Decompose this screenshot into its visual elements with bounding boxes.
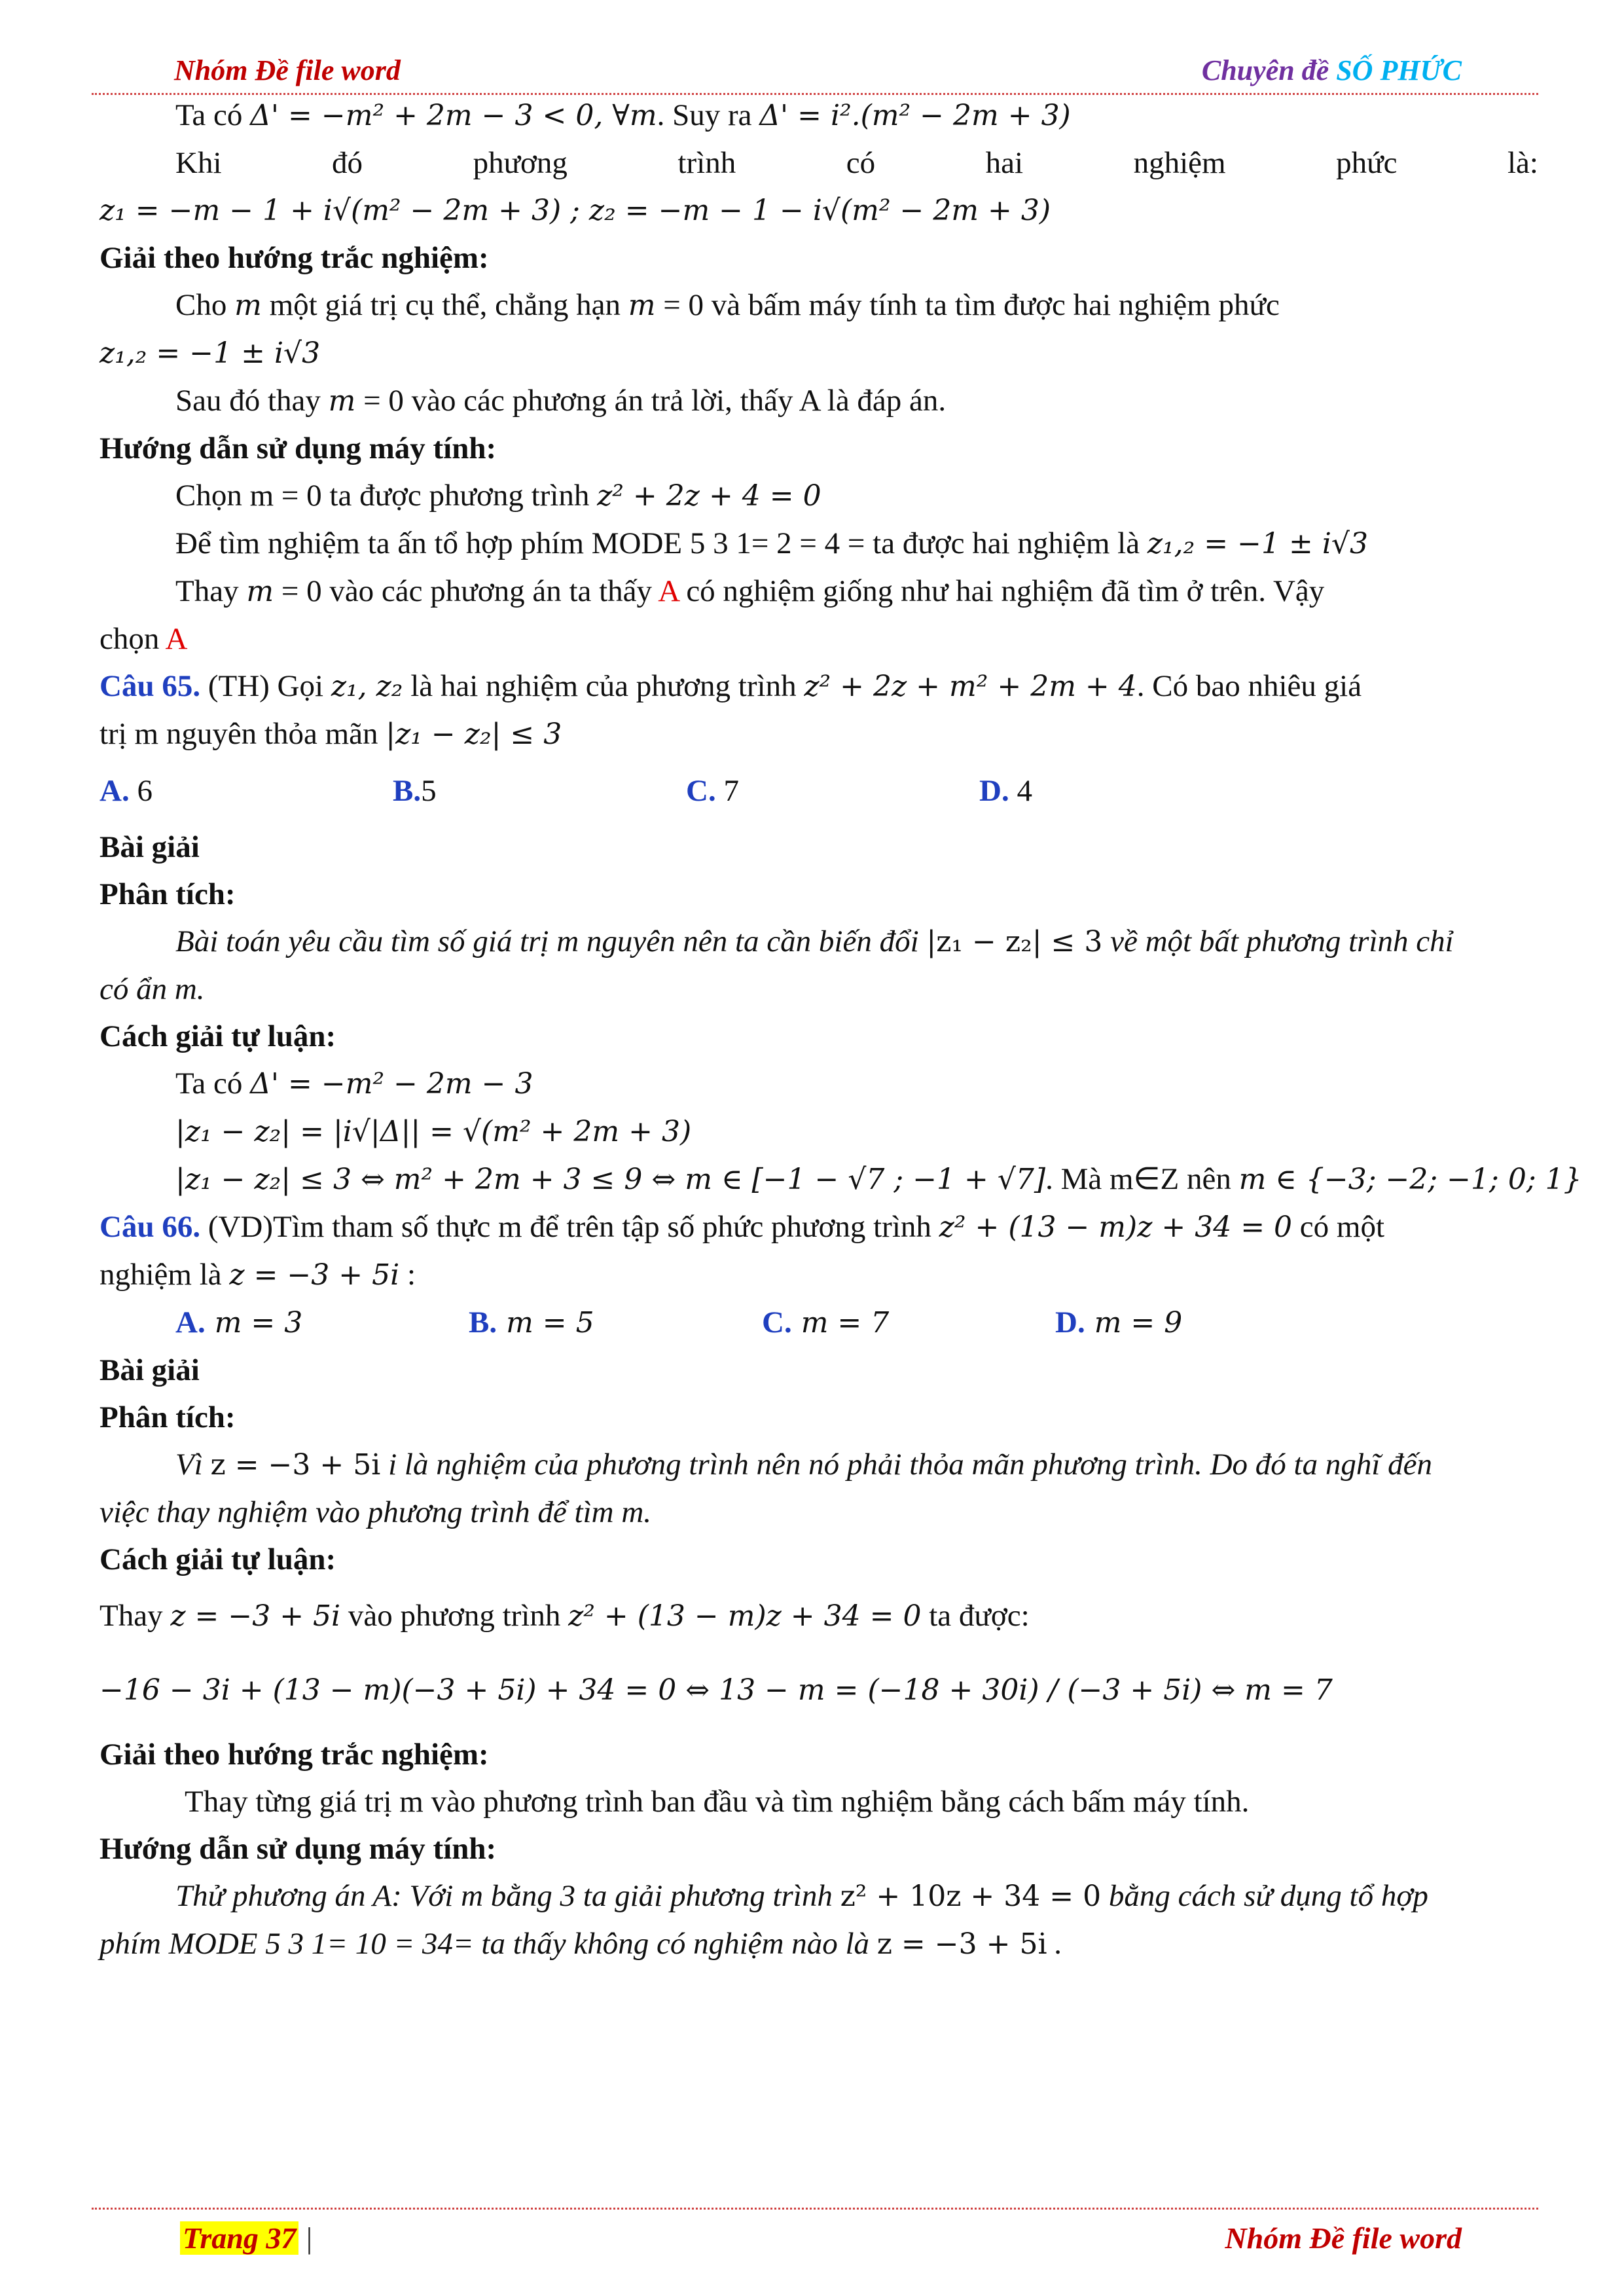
question-66: Câu 66. (VD)Tìm tham số thực m để trên tập số phức phương trình z² + (13 − m)z + 34 = 0 có một bbox=[99, 1210, 1385, 1244]
analysis-66-line2: việc thay nghiệm vào phương trình để tìm m. bbox=[99, 1495, 652, 1529]
calculator-66-line1: Thử phương án A: Với m bằng 3 ta giải phương trình z² + 10z + 34 = 0 bằng cách sử dụng tổ hợp bbox=[175, 1879, 1428, 1913]
question-66-options bbox=[99, 1299, 1538, 1347]
question-66-line2: nghiệm là z = −3 + 5i : bbox=[99, 1258, 416, 1292]
option-a: A. m = 3 bbox=[175, 1305, 303, 1339]
solution-65-step2: |z₁ − z₂| = |i√|Δ|| = √(m² + 2m + 3) bbox=[175, 1115, 692, 1148]
line-roots-formula: z₁ = −m − 1 + i√(m² − 2m + 3) ; z₂ = −m − 1 − i√(m² − 2m + 3) bbox=[99, 194, 1051, 227]
line-roots-value: z₁,₂ = −1 ± i√3 bbox=[99, 337, 321, 370]
line-choose-m0: Chọn m = 0 ta được phương trình z² + 2z + 4 = 0 bbox=[175, 479, 821, 513]
heading-may-tinh-66: Hướng dẫn sử dụng máy tính: bbox=[99, 1832, 497, 1866]
line-choose-answer: chọn A bbox=[99, 622, 188, 656]
option-a: A. 6 bbox=[99, 774, 153, 808]
header-prefix: Chuyên đề bbox=[1201, 54, 1337, 86]
solution-66-step2: −16 − 3i + (13 − m)(−3 + 5i) + 34 = 0 ⇔ 13 − m = (−18 + 30i) / (−3 + 5i) ⇔ m = 7 bbox=[99, 1673, 1333, 1707]
analysis-65-line2: có ẩn m. bbox=[99, 972, 205, 1006]
heading-phan-tich-66: Phân tích: bbox=[99, 1400, 236, 1434]
analysis-66-line1: Vì z = −3 + 5i i là nghiệm của phương trình nên nó phải thỏa mãn phương trình. Do đó ta nghĩ đến bbox=[175, 1448, 1433, 1482]
heading-tu-luan-66: Cách giải tự luận: bbox=[99, 1542, 336, 1576]
heading-tu-luan-65: Cách giải tự luận: bbox=[99, 1019, 336, 1053]
analysis-65-line1: Bài toán yêu cầu tìm số giá trị m nguyên nên ta cần biến đổi |z₁ − z₂| ≤ 3 về một bất phương trình chỉ bbox=[175, 924, 1454, 958]
header-left: Nhóm Đề file word bbox=[174, 54, 401, 86]
main-content bbox=[99, 92, 1582, 1968]
line-roots-intro: Khi đó phương trình có hai nghiệm phức là: bbox=[175, 146, 1538, 180]
heading-bai-giai-66: Bài giải bbox=[99, 1353, 200, 1387]
option-d: D. m = 9 bbox=[1055, 1305, 1183, 1339]
header-topic: SỐ PHỨC bbox=[1336, 54, 1462, 86]
option-b: B. m = 5 bbox=[469, 1305, 594, 1339]
solution-66-step1: Thay z = −3 + 5i vào phương trình z² + (13 − m)z + 34 = 0 ta được: bbox=[99, 1599, 1030, 1633]
option-d: D. 4 bbox=[979, 774, 1032, 808]
option-c: C. m = 7 bbox=[762, 1305, 890, 1339]
trac-nghiem-66-line: Thay từng giá trị m vào phương trình ban đầu và tìm nghiệm bằng cách bấm máy tính. bbox=[185, 1785, 1250, 1819]
solution-65-step1: Ta có Δ' = −m² − 2m − 3 bbox=[175, 1066, 533, 1101]
question-65-options bbox=[99, 758, 1538, 824]
heading-phan-tich-65: Phân tích: bbox=[99, 877, 236, 911]
calculator-66-line2: phím MODE 5 3 1= 10 = 34= ta thấy không có nghiệm nào là z = −3 + 5i . bbox=[99, 1927, 1063, 1961]
option-c: C. 7 bbox=[686, 774, 739, 808]
heading-trac-nghiem-66: Giải theo hướng trắc nghiệm: bbox=[99, 1738, 489, 1772]
line-substitute: Sau đó thay m = 0 vào các phương án trả lời, thấy A là đáp án. bbox=[175, 384, 947, 418]
option-b: B.5 bbox=[393, 774, 437, 808]
heading-bai-giai-65: Bài giải bbox=[99, 830, 200, 864]
line-compare: Thay m = 0 vào các phương án ta thấy A có nghiệm giống như hai nghiệm đã tìm ở trên. Vậy bbox=[175, 574, 1325, 608]
line-choose-m: Cho m một giá trị cụ thể, chẳng hạn m = 0 và bấm máy tính ta tìm được hai nghiệm phức bbox=[175, 288, 1280, 322]
page-number: Trang 37 bbox=[180, 2221, 298, 2255]
line-mode-keys: Để tìm nghiệm ta ấn tổ hợp phím MODE 5 3 1= 2 = 4 = ta được hai nghiệm là z₁,₂ = −1 ± i√3 bbox=[175, 526, 1368, 560]
footer-rule bbox=[92, 2208, 1538, 2210]
footer-left: Trang 37 | bbox=[180, 2221, 312, 2255]
heading-trac-nghiem: Giải theo hướng trắc nghiệm: bbox=[99, 241, 489, 275]
line-delta: Ta có Δ' = −m² + 2m − 3 < 0, ∀m. Suy ra Δ' = i².(m² − 2m + 3) bbox=[175, 98, 1071, 132]
footer-right: Nhóm Đề file word bbox=[1225, 2221, 1462, 2255]
solution-65-step3: |z₁ − z₂| ≤ 3 ⇔ m² + 2m + 3 ≤ 9 ⇔ m ∈ [−1 − √7 ; −1 + √7]. Mà m∈Z nên m ∈ {−3; −2; −1; 0; 1} bbox=[175, 1162, 1582, 1196]
heading-may-tinh: Hướng dẫn sử dụng máy tính: bbox=[99, 431, 497, 465]
header-right bbox=[1202, 54, 1462, 87]
question-65: Câu 65. (TH) Gọi z₁, z₂ là hai nghiệm của phương trình z² + 2z + m² + 2m + 4. Có bao nhiêu giá bbox=[99, 669, 1362, 703]
question-65-line2: trị m nguyên thỏa mãn |z₁ − z₂| ≤ 3 bbox=[99, 717, 562, 751]
